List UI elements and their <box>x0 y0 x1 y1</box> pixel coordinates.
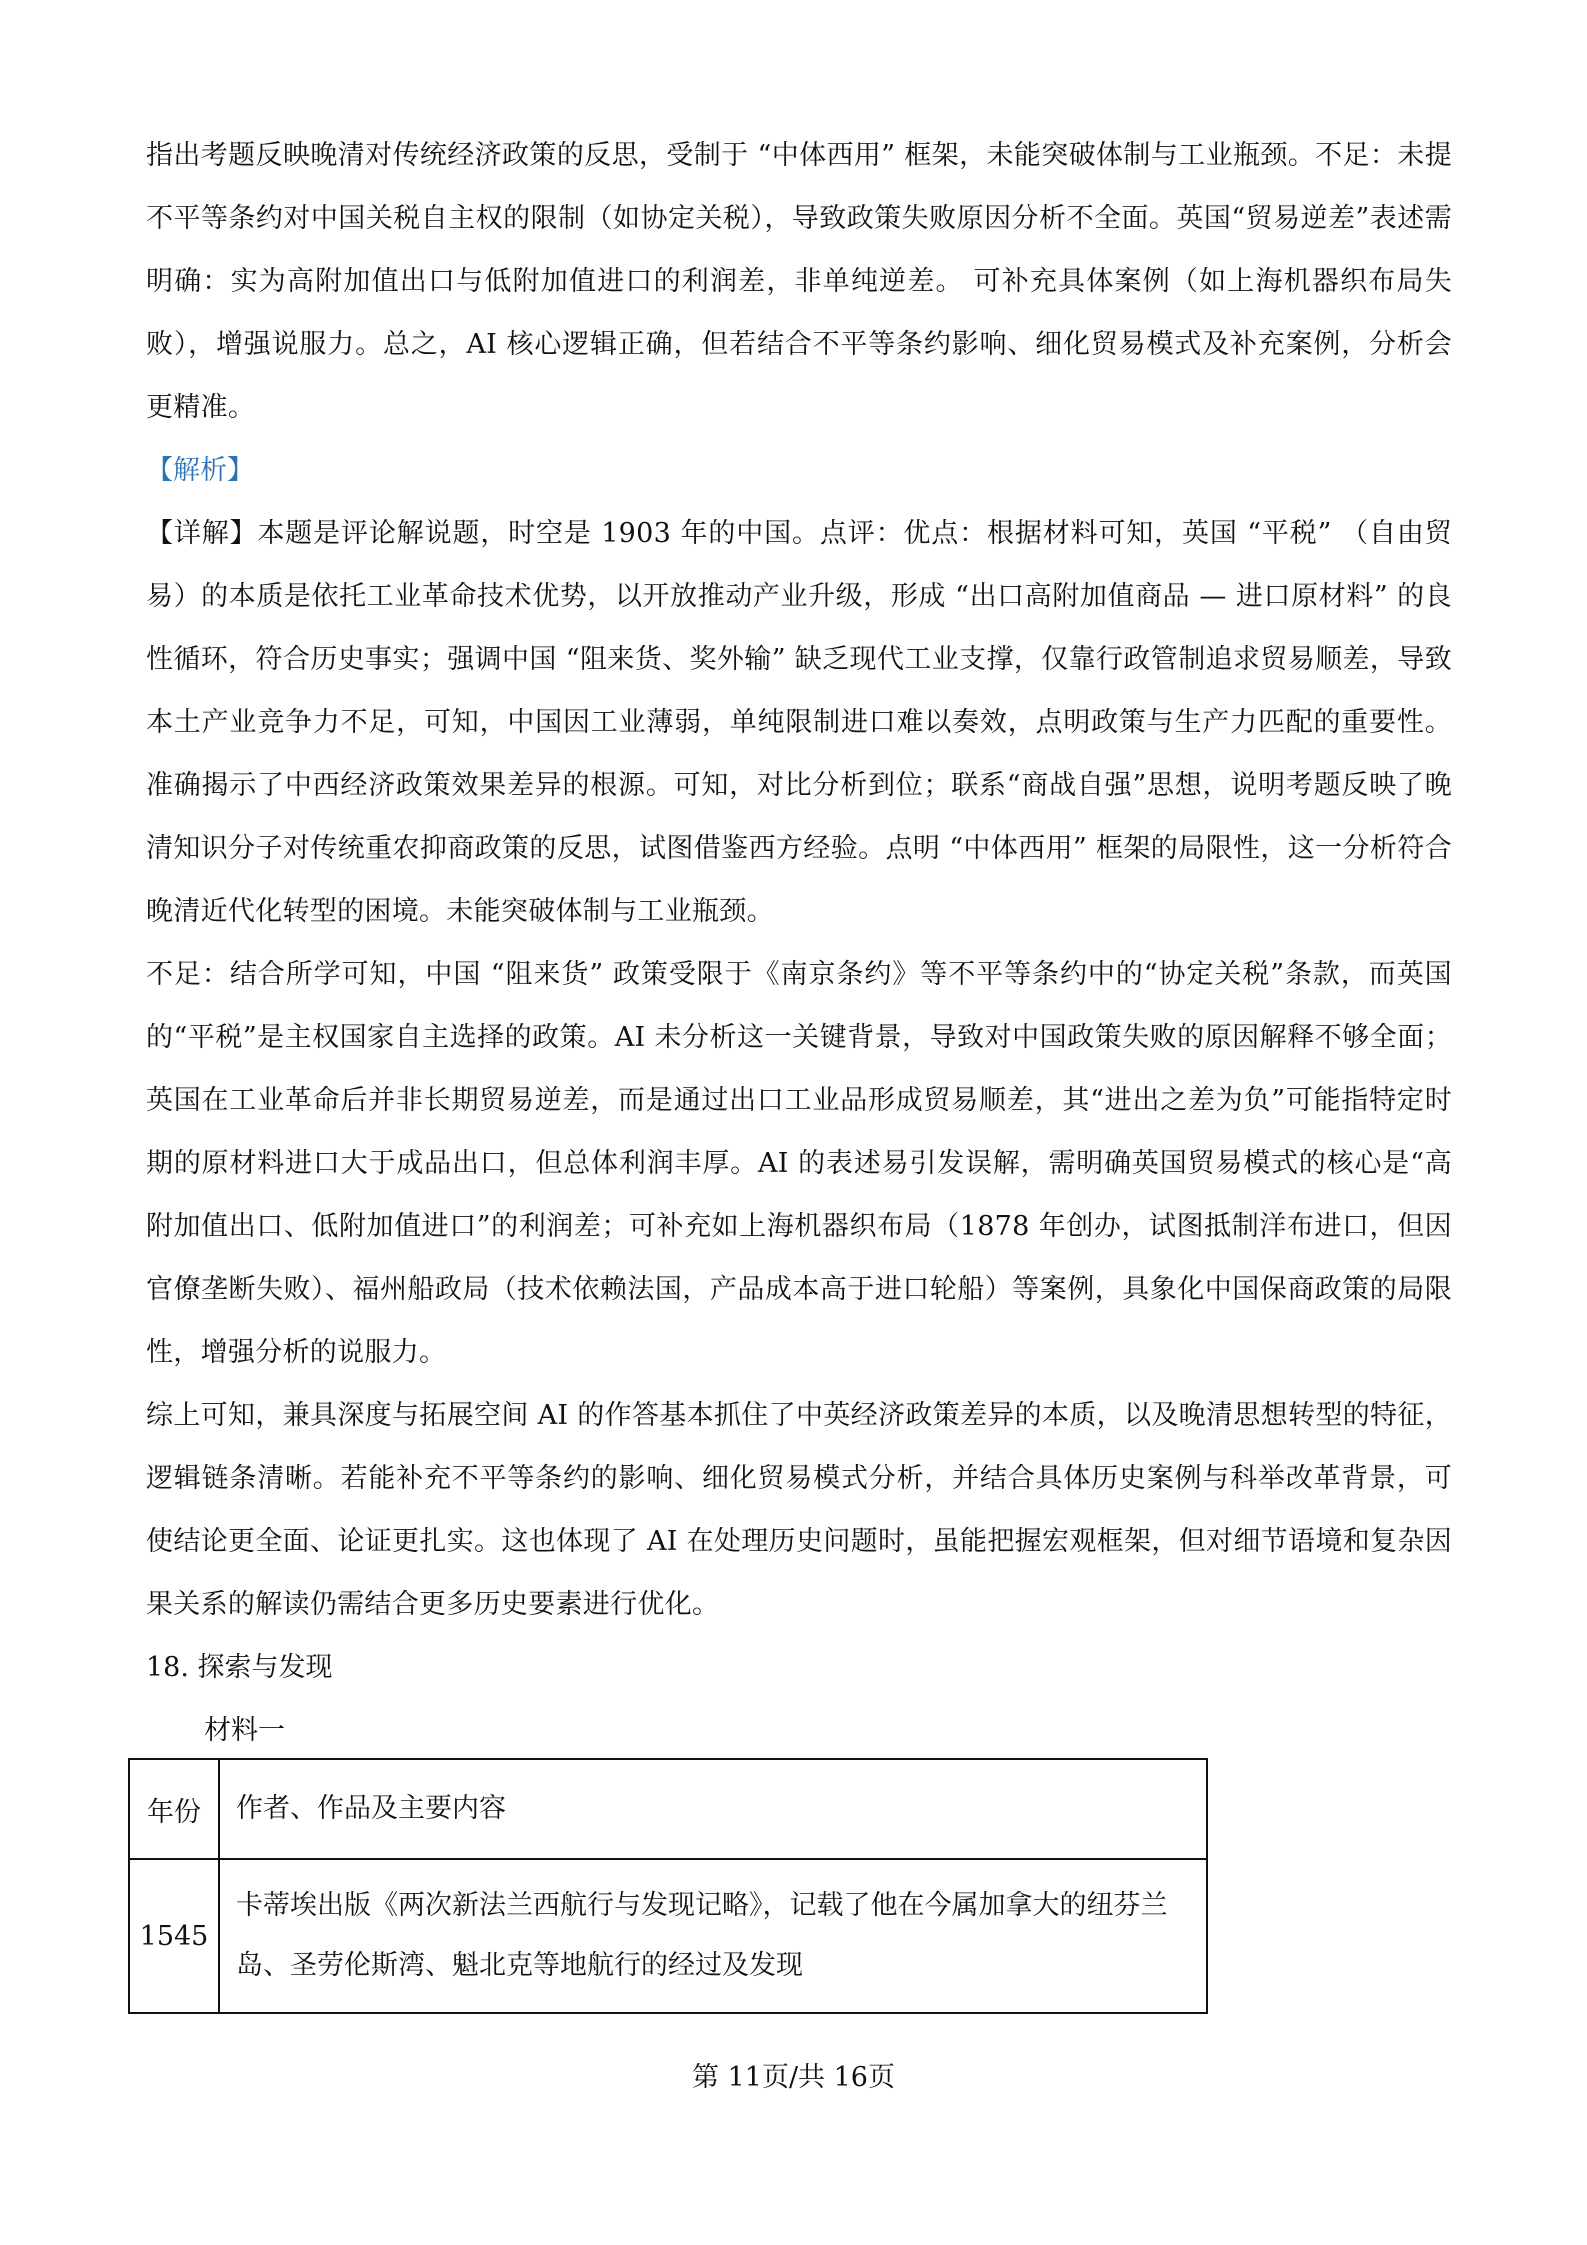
material-label: 材料一 <box>204 1715 285 1746</box>
table-row <box>129 1859 1207 2013</box>
table-cell-content: 卡蒂埃出版《两次新法兰西航行与发现记略》，记载了他在今属加拿大的纽芬兰岛、圣劳伦斯湾、魁北克等地航行的经过及发现 <box>219 1859 1207 2013</box>
material-table <box>128 1758 1208 2014</box>
paragraph-summary: 综上可知，兼具深度与拓展空间 AI 的作答基本抓住了中英经济政策差异的本质，以及晚清思想转型的特征，逻辑链条清晰。若能补充不平等条约的影响、细化贸易模式分析，并结合具体历史案例与科举改革背景，可使结论更全面、论证更扎实。这也体现了 AI 在处理历史问题时，虽能把握宏观框架，但对细节语境和复杂因果关系的解读仍需结合更多历史要素进行优化。 <box>146 1400 1452 1620</box>
table-header-content: 作者、作品及主要内容 <box>219 1759 1207 1859</box>
question-title: 18. 探索与发现 <box>146 1652 333 1683</box>
table-cell-year: 1545 <box>129 1859 219 2013</box>
paragraph-continuation: 指出考题反映晚清对传统经济政策的反思，受制于 “中体西用” 框架，未能突破体制与工业瓶颈。不足：未提不平等条约对中国关税自主权的限制（如协定关税），导致政策失败原因分析不全面。英国“贸易逆差”表述需明确：实为高附加值出口与低附加值进口的利润差，非单纯逆差。 可补充具体案例（如上海机器织布局失败），增强说服力。总之，AI 核心逻辑正确，但若结合不平等条约影响、细化贸易模式及补充案例，分析会更精准。 <box>146 140 1452 423</box>
table-header-year: 年份 <box>129 1759 219 1859</box>
page-footer: 第 11页/共 16页 <box>692 2062 895 2093</box>
page-content <box>146 124 1452 1762</box>
analysis-heading: 【解析】 <box>146 455 254 486</box>
paragraph-shortcomings: 不足：结合所学可知，中国 “阻来货” 政策受限于《南京条约》等不平等条约中的“协定关税”条款，而英国的“平税”是主权国家自主选择的政策。AI 未分析这一关键背景，导致对中国政策失败的原因解释不够全面；英国在工业革命后并非长期贸易逆差，而是通过出口工业品形成贸易顺差，其“进出之差为负”可能指特定时期的原材料进口大于成品出口，但总体利润丰厚。AI 的表述易引发误解，需明确英国贸易模式的核心是“高附加值出口、低附加值进口”的利润差；可补充如上海机器织布局（1878 年创办，试图抵制洋布进口，但因官僚垄断失败）、福州船政局（技术依赖法国，产品成本高于进口轮船）等案例，具象化中国保商政策的局限性，增强分析的说服力。 <box>146 959 1452 1368</box>
table-header-row <box>129 1759 1207 1859</box>
paragraph-detailed-analysis: 【详解】本题是评论解说题，时空是 1903 年的中国。点评：优点：根据材料可知，英国 “平税” （自由贸易）的本质是依托工业革命技术优势，以开放推动产业升级，形成 “出口高附加值商品 — 进口原材料” 的良性循环，符合历史事实；强调中国 “阻来货、奖外输” 缺乏现代工业支撑，仅靠行政管制追求贸易顺差，导致本土产业竞争力不足，可知，中国因工业薄弱，单纯限制进口难以奏效，点明政策与生产力匹配的重要性。准确揭示了中西经济政策效果差异的根源。可知，对比分析到位；联系“商战自强”思想，说明考题反映了晚清知识分子对传统重农抑商政策的反思，试图借鉴西方经验。点明 “中体西用” 框架的局限性，这一分析符合晚清近代化转型的困境。未能突破体制与工业瓶颈。 <box>146 518 1452 927</box>
